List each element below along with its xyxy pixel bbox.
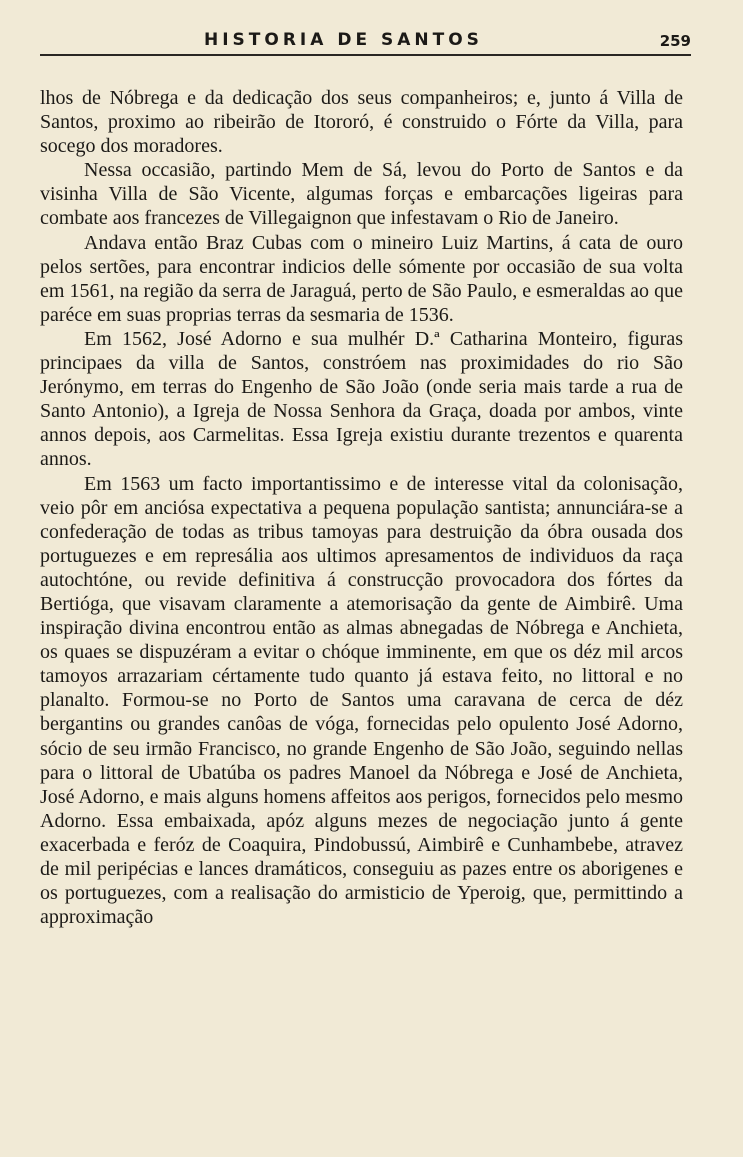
paragraph: Em 1563 um facto importantissimo e de interesse vital da colonisação, veio pôr em anciósa expectativa a pequena população santista; annunciára-se a confederação de todas as tribus tamoyas para destruição da óbra ousada dos portuguezes e em represália aos ultimos apresamentos de individuos da raça autochtóne, ou revide definitiva á construcção provocadora dos fórtes da Bertióga, que visavam claramente a atemorisação da gente de Aimbirê. Uma inspiração divina encontrou então as almas abnegadas de Nóbrega e Anchieta, os quaes se dispuzéram a evitar o chóque imminente, em que os déz mil arcos tamoyos arrazariam cértamente tudo quanto já estava feito, no littoral e no planalto. Formou-se no Porto de Santos uma caravana de cerca de déz bergantins ou grandes canôas de vóga, fornecidas pelo opulento José Adorno, sócio de seu irmão Francisco, no grande Engenho de São João, seguindo nellas para o littoral de Ubatúba os padres Manoel da Nóbrega e José de Anchieta, José Adorno, e mais alguns homens affeitos aos perigos, fornecidos pelo mesmo Adorno. Essa embaixada, apóz alguns mezes de negociação junto á gente exacerbada e feróz de Coaquira, Pindobussú, Aimbirê e Cunhambebe, atravez de mil peripécias e lances dramáticos, conseguiu as pazes entre os aborigenes e os portuguezes, com a realisação do armisticio de Yperoig, que, permittindo a approximação [40, 472, 683, 929]
page-number: 259 [659, 32, 691, 50]
page-header [40, 28, 691, 56]
running-title: HISTORIA DE SANTOS [204, 30, 483, 50]
paragraph: Nessa occasião, partindo Mem de Sá, levou do Porto de Santos e da visinha Villa de São Vicente, algumas forças e embarcações ligeiras para combate aos francezes de Villegaignon que infestavam o Rio de Janeiro. [40, 159, 683, 230]
paragraph-continued: lhos de Nóbrega e da dedicação dos seus companheiros; e, junto á Villa de Santos, proximo ao ribeirão de Itororó, é construido o Fórte da Villa, para socego dos moradores. [40, 87, 683, 158]
paragraph: Andava então Braz Cubas com o mineiro Luiz Martins, á cata de ouro pelos sertões, para encontrar indicios delle sómente por occasião de sua volta em 1561, na região da serra de Jaraguá, perto de São Paulo, e esmeraldas ao que paréce em suas proprias terras da sesmaria de 1536. [40, 231, 683, 326]
paragraph: Em 1562, José Adorno e sua mulhér D.ª Catharina Monteiro, figuras principaes da villa de Santos, constróem nas proximidades do rio São Jerónymo, em terras do Engenho de São João (onde seria mais tarde a rua de Santo Antonio), a Igreja de Nossa Senhora da Graça, doada por ambos, vinte annos depois, aos Carmelitas. Essa Igreja existiu durante trezentos e quarenta annos. [40, 327, 683, 471]
body-text [40, 86, 683, 929]
